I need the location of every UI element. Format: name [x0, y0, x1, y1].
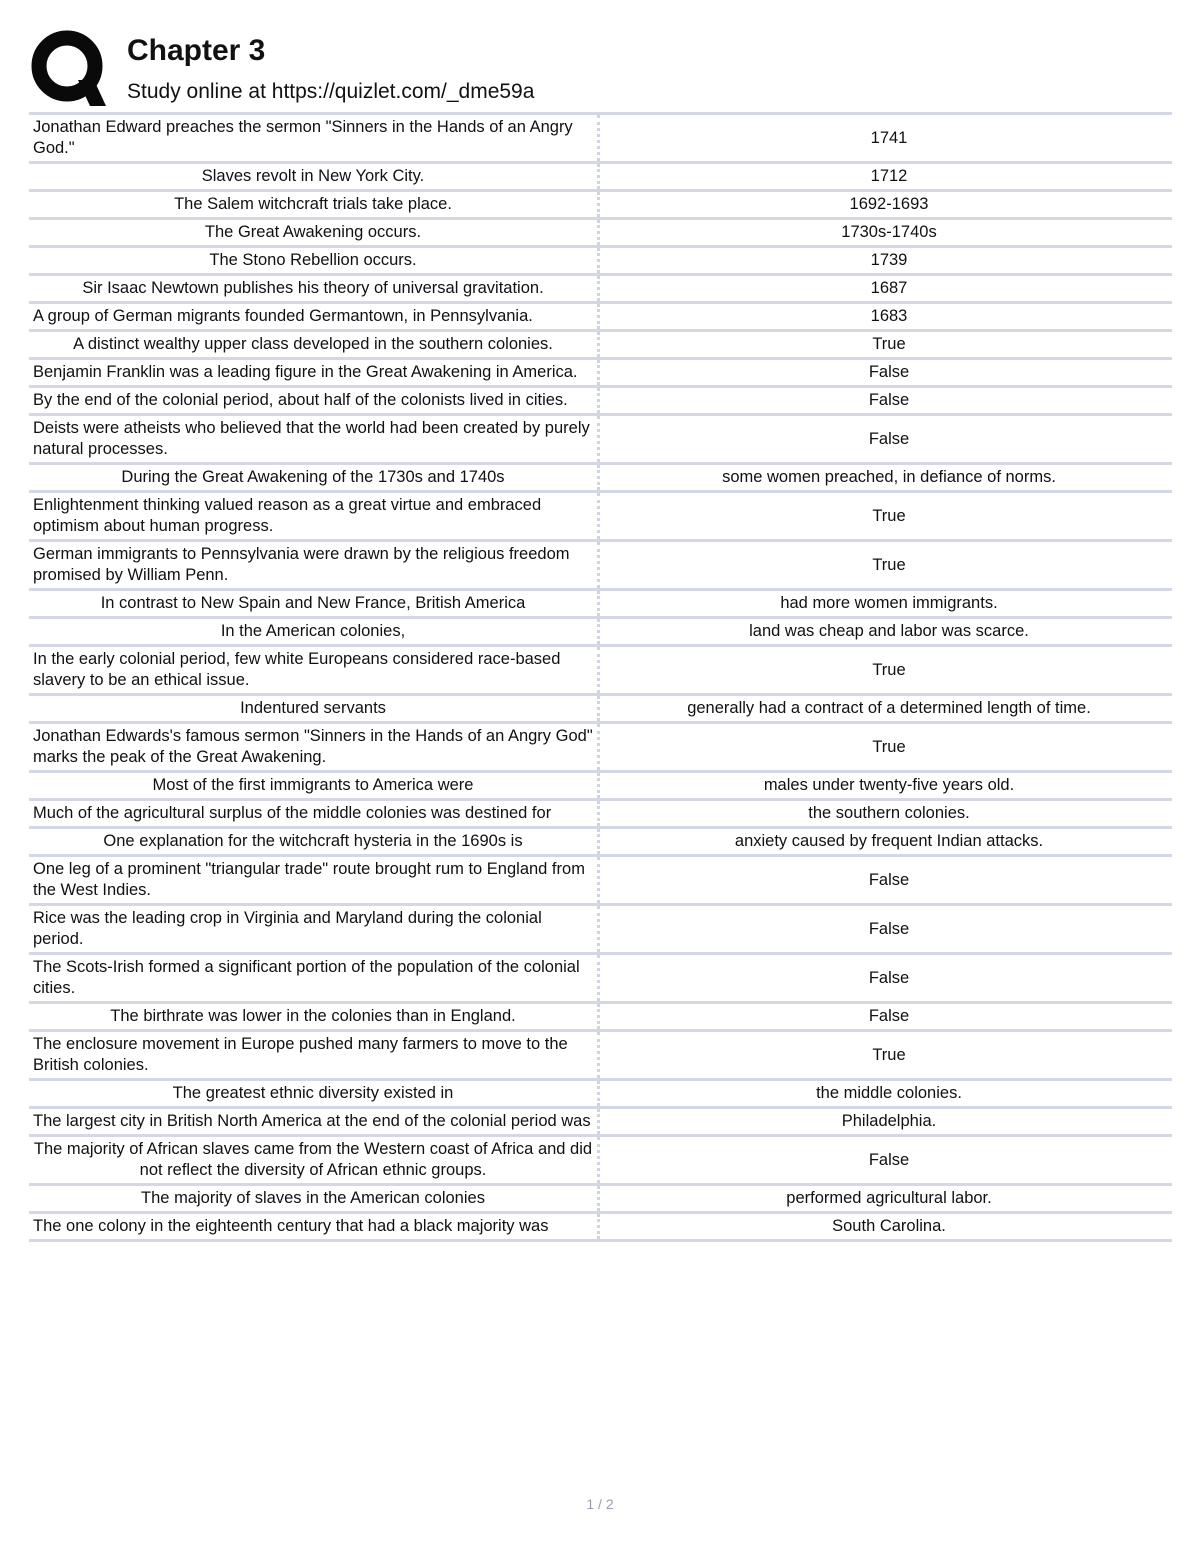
flashcard-definition: 1739: [599, 247, 1173, 275]
flashcard-row: [29, 114, 1172, 163]
flashcard-term: The Stono Rebellion occurs.: [29, 247, 599, 275]
flashcard-definition: Philadelphia.: [599, 1108, 1173, 1136]
flashcard-term: One explanation for the witchcraft hysteria in the 1690s is: [29, 828, 599, 856]
flashcard-term: The largest city in British North America at the end of the colonial period was: [29, 1108, 599, 1136]
flashcard-term: The majority of slaves in the American colonies: [29, 1185, 599, 1213]
flashcard-definition: males under twenty-five years old.: [599, 772, 1173, 800]
flashcard-definition: 1741: [599, 114, 1173, 163]
flashcard-term: Much of the agricultural surplus of the middle colonies was destined for: [29, 800, 599, 828]
page-number: 1 / 2: [586, 1496, 614, 1512]
flashcard-row: [29, 905, 1172, 954]
flashcard-definition: True: [599, 541, 1173, 590]
flashcard-term: Jonathan Edwards's famous sermon "Sinners in the Hands of an Angry God" marks the peak of the Great Awakening.: [29, 723, 599, 772]
flashcard-row: [29, 646, 1172, 695]
flashcard-term: The greatest ethnic diversity existed in: [29, 1080, 599, 1108]
flashcard-row: [29, 464, 1172, 492]
flashcard-row: [29, 1213, 1172, 1241]
flashcard-definition: False: [599, 1136, 1173, 1185]
flashcard-row: [29, 492, 1172, 541]
flashcard-term: The Salem witchcraft trials take place.: [29, 191, 599, 219]
flashcard-row: [29, 415, 1172, 464]
flashcard-row: [29, 828, 1172, 856]
flashcard-row: [29, 247, 1172, 275]
flashcard-term: The one colony in the eighteenth century that had a black majority was: [29, 1213, 599, 1241]
flashcard-definition: generally had a contract of a determined length of time.: [599, 695, 1173, 723]
flashcard-term: Sir Isaac Newtown publishes his theory of universal gravitation.: [29, 275, 599, 303]
flashcard-term: In the American colonies,: [29, 618, 599, 646]
flashcard-row: [29, 359, 1172, 387]
flashcard-definition: some women preached, in defiance of norms.: [599, 464, 1173, 492]
flashcard-term: The Scots-Irish formed a significant portion of the population of the colonial cities.: [29, 954, 599, 1003]
flashcard-term: The enclosure movement in Europe pushed many farmers to move to the British colonies.: [29, 1031, 599, 1080]
flashcard-row: [29, 1108, 1172, 1136]
flashcard-term: In the early colonial period, few white Europeans considered race-based slavery to be an ethical issue.: [29, 646, 599, 695]
flashcard-definition: had more women immigrants.: [599, 590, 1173, 618]
flashcard-definition: False: [599, 387, 1173, 415]
flashcard-row: [29, 163, 1172, 191]
flashcard-term: A group of German migrants founded Germantown, in Pennsylvania.: [29, 303, 599, 331]
flashcard-definition: False: [599, 415, 1173, 464]
flashcard-definition: the middle colonies.: [599, 1080, 1173, 1108]
flashcard-row: [29, 1080, 1172, 1108]
flashcard-row: [29, 1003, 1172, 1031]
flashcard-term: Enlightenment thinking valued reason as a great virtue and embraced optimism about human progress.: [29, 492, 599, 541]
flashcard-definition: False: [599, 856, 1173, 905]
flashcard-definition: False: [599, 359, 1173, 387]
flashcard-term: One leg of a prominent "triangular trade" route brought rum to England from the West Indies.: [29, 856, 599, 905]
flashcard-term: The birthrate was lower in the colonies than in England.: [29, 1003, 599, 1031]
flashcard-row: [29, 590, 1172, 618]
flashcard-definition: performed agricultural labor.: [599, 1185, 1173, 1213]
flashcard-term: Slaves revolt in New York City.: [29, 163, 599, 191]
study-link-text: Study online at https://quizlet.com/_dme59a: [127, 80, 535, 103]
flashcard-term: Benjamin Franklin was a leading figure in the Great Awakening in America.: [29, 359, 599, 387]
flashcard-row: [29, 618, 1172, 646]
flashcard-term: The Great Awakening occurs.: [29, 219, 599, 247]
flashcard-table: [29, 112, 1172, 1242]
flashcard-row: [29, 954, 1172, 1003]
flashcard-term: Deists were atheists who believed that the world had been created by purely natural processes.: [29, 415, 599, 464]
flashcard-definition: False: [599, 905, 1173, 954]
flashcard-definition: True: [599, 492, 1173, 541]
flashcard-row: [29, 723, 1172, 772]
flashcard-definition: 1683: [599, 303, 1173, 331]
flashcard-definition: False: [599, 954, 1173, 1003]
flashcard-definition: 1712: [599, 163, 1173, 191]
flashcard-row: [29, 1185, 1172, 1213]
flashcard-row: [29, 1136, 1172, 1185]
flashcard-term: By the end of the colonial period, about half of the colonists lived in cities.: [29, 387, 599, 415]
flashcard-definition: 1687: [599, 275, 1173, 303]
flashcard-row: [29, 275, 1172, 303]
flashcard-definition: the southern colonies.: [599, 800, 1173, 828]
flashcard-definition: True: [599, 331, 1173, 359]
page-title: Chapter 3: [127, 34, 266, 67]
flashcard-term: A distinct wealthy upper class developed in the southern colonies.: [29, 331, 599, 359]
flashcard-row: [29, 219, 1172, 247]
flashcard-term: Most of the first immigrants to America were: [29, 772, 599, 800]
flashcard-row: [29, 387, 1172, 415]
flashcard-definition: True: [599, 723, 1173, 772]
flashcard-row: [29, 303, 1172, 331]
flashcard-definition: 1730s-1740s: [599, 219, 1173, 247]
flashcard-term: In contrast to New Spain and New France, British America: [29, 590, 599, 618]
flashcard-definition: South Carolina.: [599, 1213, 1173, 1241]
flashcard-row: [29, 800, 1172, 828]
flashcard-term: During the Great Awakening of the 1730s and 1740s: [29, 464, 599, 492]
flashcard-definition: land was cheap and labor was scarce.: [599, 618, 1173, 646]
flashcard-term: Rice was the leading crop in Virginia and Maryland during the colonial period.: [29, 905, 599, 954]
flashcard-row: [29, 856, 1172, 905]
flashcard-row: [29, 1031, 1172, 1080]
flashcard-definition: anxiety caused by frequent Indian attacks.: [599, 828, 1173, 856]
flashcard-term: Jonathan Edward preaches the sermon "Sinners in the Hands of an Angry God.": [29, 114, 599, 163]
flashcard-term: German immigrants to Pennsylvania were drawn by the religious freedom promised by William Penn.: [29, 541, 599, 590]
flashcard-definition: False: [599, 1003, 1173, 1031]
flashcard-definition: 1692-1693: [599, 191, 1173, 219]
flashcard-definition: True: [599, 1031, 1173, 1080]
flashcard-term: Indentured servants: [29, 695, 599, 723]
flashcard-definition: True: [599, 646, 1173, 695]
flashcard-row: [29, 331, 1172, 359]
flashcard-row: [29, 191, 1172, 219]
flashcard-row: [29, 772, 1172, 800]
flashcard-row: [29, 695, 1172, 723]
quizlet-logo-icon: [30, 30, 106, 106]
flashcard-term: The majority of African slaves came from the Western coast of Africa and did not reflect the diversity of African ethnic groups.: [29, 1136, 599, 1185]
flashcard-row: [29, 541, 1172, 590]
